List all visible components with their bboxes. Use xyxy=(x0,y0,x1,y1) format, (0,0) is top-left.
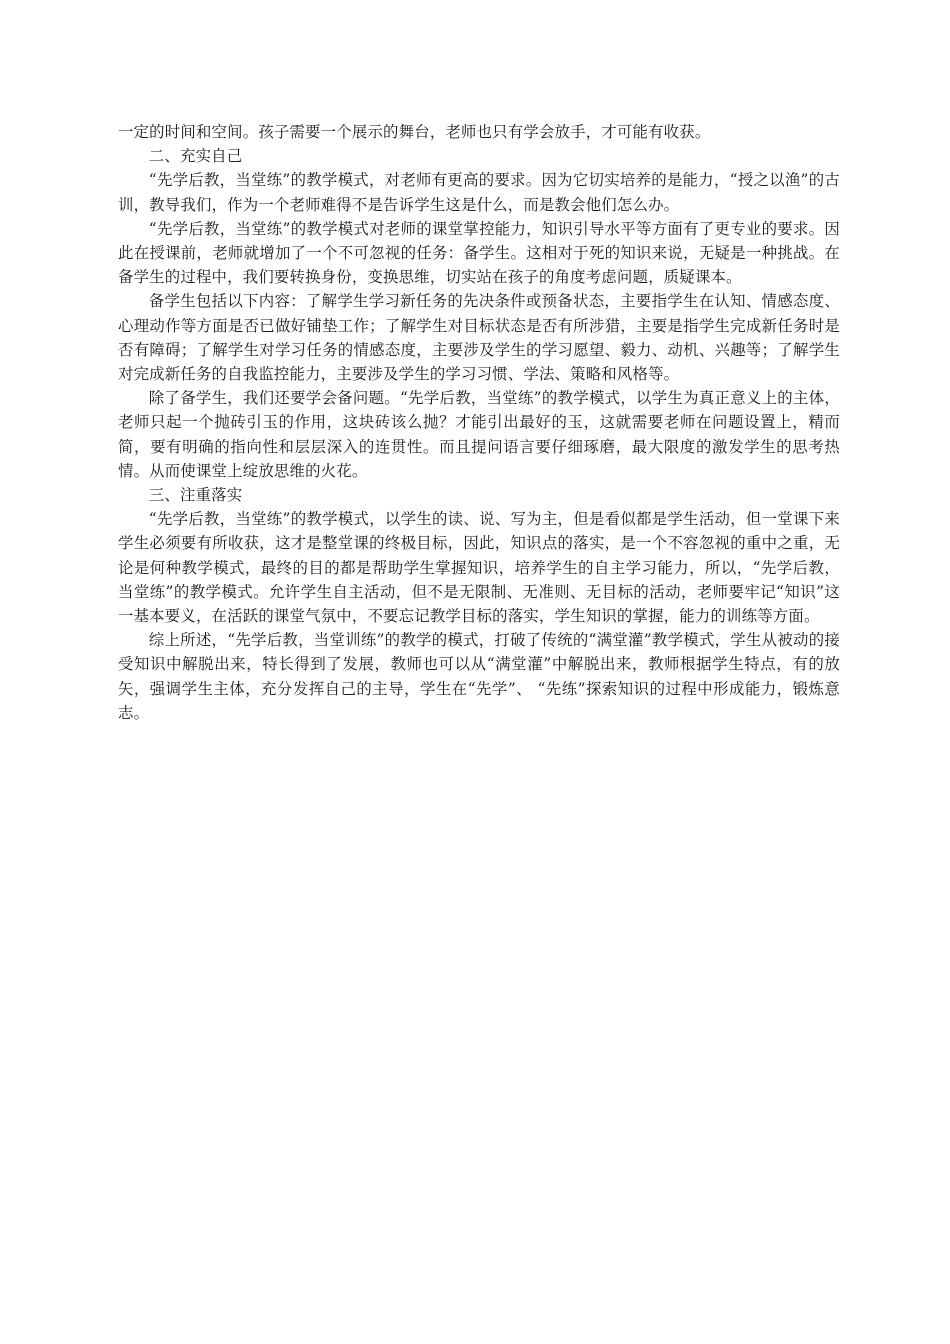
paragraph: 除了备学生，我们还要学会备问题。“先学后教，当堂练”的教学模式，以学生为真正意义上的主体，老师只起一个抛砖引玉的作用，这块砖该么抛？才能引出最好的玉，这就需要老师在问题设置上，精而简，要有明确的指向性和层层深入的连贯性。而且提问语言要仔细琢磨，最大限度的激发学生的思考热情。从而使课堂上绽放思维的火花。 xyxy=(118,389,840,480)
paragraph: 备学生包括以下内容：了解学生学习新任务的先决条件或预备状态，主要指学生在认知、情感态度、心理动作等方面是否已做好铺垫工作；了解学生对目标状态是否有所涉猎，主要是指学生完成新任务时是否有障碍；了解学生对学习任务的情感态度，主要涉及学生的学习愿望、毅力、动机、兴趣等；了解学生对完成新任务的自我监控能力，主要涉及学生的学习习惯、学法、策略和风格等。 xyxy=(118,292,840,384)
paragraph: “先学后教，当堂练”的教学模式对老师的课堂掌控能力，知识引导水平等方面有了更专业的要求。因此在授课前，老师就增加了一个不可忽视的任务：备学生。这相对于死的知识来说，无疑是一种挑战。在备学生的过程中，我们要转换身份，变换思维，切实站在孩子的角度考虑问题，质疑课本。 xyxy=(118,219,840,287)
paragraph: “先学后教，当堂练”的教学模式，以学生的读、说、写为主，但是看似都是学生活动，但一堂课下来学生必须要有所收获，这才是整堂课的终极目标，因此，知识点的落实，是一个不容忽视的重中之重，无论是何种教学模式，最终的目的都是帮助学生掌握知识，培养学生的自主学习能力，所以，“先学后教，当堂练”的教学模式。允许学生自主活动，但不是无限制、无准则、无目标的活动，老师要牢记“知识”这一基本要义，在活跃的课堂气氛中，不要忘记教学目标的落实，学生知识的掌握，能力的训练等方面。 xyxy=(118,510,840,626)
paragraph-conclusion: 综上所述，“先学后教，当堂训练”的教学的模式，打破了传统的“满堂灌”教学模式，学生从被动的接受知识中解脱出来，特长得到了发展，教师也可以从“满堂灌”中解脱出来，教师根据学生特点，有的放矢，强调学生主体，充分发挥自己的主导，学生在“先学”、 “先练”探索知识的过程中形成能力，锻炼意志。 xyxy=(118,631,840,722)
section-heading-3: 三、注重落实 xyxy=(148,486,243,505)
document-body xyxy=(118,120,840,725)
paragraph: “先学后教，当堂练”的教学模式，对老师有更高的要求。因为它切实培养的是能力，“授之以渔”的古训，教导我们，作为一个老师难得不是告诉学生这是什么，而是教会他们怎么办。 xyxy=(118,171,840,214)
section-heading-2: 二、充实自己 xyxy=(148,147,243,166)
paragraph-continuation: 一定的时间和空间。孩子需要一个展示的舞台，老师也只有学会放手，才可能有收获。 xyxy=(118,123,711,141)
